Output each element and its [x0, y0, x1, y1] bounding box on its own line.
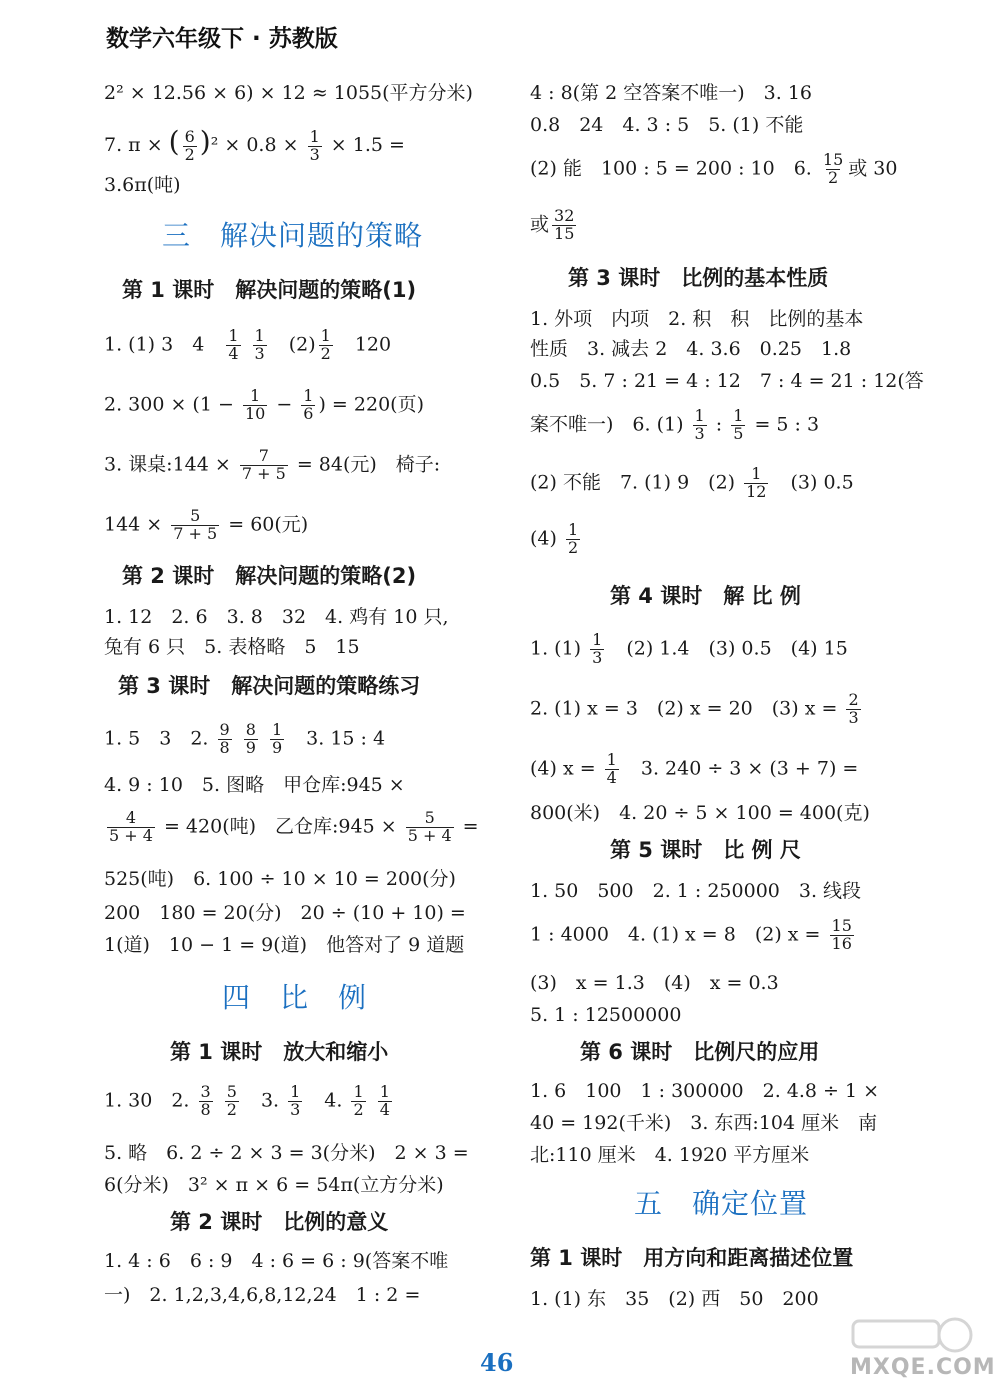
fraction: $\frac{15}{16}$: [831, 916, 852, 953]
answer-line: 1. 30 2. $\frac{3}{8}$ $\frac{5}{2}$ 3. $\frac{1}{3}$ 4. $\frac{1}{2}$ $\frac{1}{4}$: [104, 1082, 390, 1119]
answer-line: 3. 课桌:144 × $\frac{7}{7 + 5}$ = 84(元) 椅子:: [104, 446, 441, 483]
answer-line: 1 : 4000 4. (1) x = 8 (2) x = $\frac{15}{16}$: [530, 916, 852, 953]
lesson-title: 第 6 课时 比例尺的应用: [580, 1040, 820, 1064]
answer-line: 一) 2. 1,2,3,4,6,8,12,24 1 : 2 =: [104, 1284, 421, 1306]
fraction: $\frac{1}{5}$: [733, 406, 744, 443]
answer-line: 或 $\frac{32}{15}$: [530, 206, 575, 243]
fraction: $\frac{32}{15}$: [554, 206, 575, 243]
lesson-title: 第 4 课时 解 比 例: [610, 584, 801, 608]
lesson-title: 第 5 课时 比 例 尺: [610, 838, 801, 862]
answer-line: 0.8 24 4. 3 : 5 5. (1) 不能: [530, 114, 804, 136]
answer-line: 5. 1 : 12500000: [530, 1004, 682, 1026]
fraction: $\frac{1}{2}$: [320, 326, 331, 363]
page-header: 数学六年级下 · 苏教版: [106, 26, 338, 52]
answer-line: 4 : 8(第 2 空答案不唯一) 3. 16: [530, 82, 812, 104]
answer-line: 2. 300 × (1 − $\frac{1}{10}$ − $\frac{1}{6}$ ) = 220(页): [104, 386, 424, 423]
watermark-text: MXQE.COM: [850, 1355, 996, 1380]
answer-line: 6(分米) 3² × π × 6 = 54π(立方分米): [104, 1174, 444, 1196]
answer-line: (2) 能 100 : 5 = 200 : 10 6. $\frac{15}{2}$ 或 30: [530, 150, 898, 187]
fraction: $\frac{2}{3}$: [848, 690, 859, 727]
page-number: 46: [480, 1348, 514, 1377]
answer-line: 北:110 厘米 4. 1920 平方厘米: [530, 1144, 810, 1166]
fraction: $\frac{1}{4}$: [228, 326, 239, 363]
lesson-title: 第 2 课时 解决问题的策略(2): [122, 564, 417, 588]
answer-line: 40 = 192(千米) 3. 东西:104 厘米 南: [530, 1112, 878, 1134]
answer-line: 3.6π(吨): [104, 174, 181, 196]
answer-line: 兔有 6 只 5. 表格略 5 15: [104, 636, 360, 658]
answer-line: 1. 50 500 2. 1 : 250000 3. 线段: [530, 880, 862, 902]
answer-line: 4. 9 : 10 5. 图略 甲仓库:945 ×: [104, 774, 405, 796]
fraction: $\frac{5}{2}$: [226, 1082, 237, 1119]
fraction: $\frac{6}{2}$: [184, 126, 195, 164]
answer-line: 案不唯一) 6. (1) $\frac{1}{3}$ : $\frac{1}{5}$ = 5 : 3: [530, 406, 820, 443]
answer-line: (4) x = $\frac{1}{4}$ 3. 240 ÷ 3 × (3 + 7) =: [530, 750, 859, 787]
answer-line: 2² × 12.56 × 6) × 12 ≈ 1055(平方分米): [104, 82, 473, 104]
lesson-title: 第 3 课时 解决问题的策略练习: [118, 674, 421, 698]
fraction: $\frac{1}{3}$: [694, 406, 705, 443]
fraction: $\frac{1}{6}$: [303, 386, 314, 423]
fraction: $\frac{1}{4}$: [379, 1082, 390, 1119]
fraction: $\frac{1}{3}$: [254, 326, 265, 363]
fraction: $\frac{1}{3}$: [592, 630, 603, 667]
answer-line: 1. 4 : 6 6 : 9 4 : 6 = 6 : 9(答案不唯: [104, 1250, 449, 1272]
answer-line: 1. (1) 3 4 $\frac{1}{4}$ $\frac{1}{3}$ (2) $\frac{1}{2}$ 120: [104, 326, 392, 363]
answer-line: 7. π × ( $\frac{6}{2}$ )² × 0.8 × $\frac{1}{3}$ × 1.5 =: [104, 125, 405, 164]
answer-line: (2) 不能 7. (1) 9 (2) $\frac{1}{12}$ (3) 0.5: [530, 464, 854, 501]
answer-line: (4) $\frac{1}{2}$: [530, 520, 579, 557]
fraction: $\frac{5}{5 + 4}$: [407, 808, 452, 845]
answer-line: 5. 略 6. 2 ÷ 2 × 3 = 3(分米) 2 × 3 =: [104, 1142, 469, 1164]
fraction: $\frac{9}{8}$: [219, 720, 230, 757]
fraction: $\frac{8}{9}$: [245, 720, 256, 757]
fraction: $\frac{1}{12}$: [746, 464, 767, 501]
answer-line: 525(吨) 6. 100 ÷ 10 × 10 = 200(分): [104, 868, 456, 890]
fraction: $\frac{1}{2}$: [353, 1082, 364, 1119]
chapter-title: 五 确定位置: [634, 1187, 809, 1220]
answer-line: 性质 3. 减去 2 4. 3.6 0.25 1.8: [530, 338, 852, 360]
fraction: $\frac{1}{2}$: [567, 520, 579, 557]
fraction: $\frac{5}{7 + 5}$: [173, 506, 218, 543]
answer-line: (3) x = 1.3 (4) x = 0.3: [530, 972, 779, 994]
answer-line: 0.5 5. 7 : 21 = 4 : 12 7 : 4 = 21 : 12(答: [530, 370, 924, 392]
fraction: $\frac{15}{2}$: [822, 150, 844, 187]
fraction: $\frac{7}{7 + 5}$: [241, 446, 286, 483]
chapter-title: 三 解决问题的策略: [162, 219, 424, 252]
lesson-title: 第 3 课时 比例的基本性质: [568, 266, 829, 290]
lesson-title: 第 1 课时 解决问题的策略(1): [122, 278, 417, 302]
answer-line: 1. 12 2. 6 3. 8 32 4. 鸡有 10 只,: [104, 606, 449, 628]
fraction: $\frac{1}{3}$: [309, 126, 320, 164]
answer-line: 2. (1) x = 3 (2) x = 20 (3) x = $\frac{2}{3}$: [530, 690, 859, 727]
fraction: $\frac{1}{3}$: [290, 1082, 301, 1119]
fraction: $\frac{3}{8}$: [200, 1082, 211, 1119]
answer-line: $\frac{4}{5 + 4}$ = 420(吨) 乙仓库:945 × $\frac{5}{5 + 4}$ =: [109, 808, 479, 845]
answer-line: 1(道) 10 − 1 = 9(道) 他答对了 9 道题: [104, 934, 465, 956]
lesson-title: 第 1 课时 放大和缩小: [170, 1040, 389, 1064]
answer-line: 1. (1) 东 35 (2) 西 50 200: [530, 1288, 819, 1310]
answer-line: 1. 外项 内项 2. 积 积 比例的基本: [530, 308, 864, 330]
answer-line: 800(米) 4. 20 ÷ 5 × 100 = 400(克): [530, 802, 870, 824]
answer-line: 1. 5 3 2. $\frac{9}{8}$ $\frac{8}{9}$ $\frac{1}{9}$ 3. 15 : 4: [104, 720, 386, 757]
answer-line: 200 180 = 20(分) 20 ÷ (10 + 10) =: [104, 902, 466, 924]
chapter-title: 四 比 例: [222, 981, 368, 1014]
lesson-title: 第 2 课时 比例的意义: [170, 1210, 389, 1234]
fraction: $\frac{4}{5 + 4}$: [109, 808, 153, 845]
lesson-title: 第 1 课时 用方向和距离描述位置: [530, 1246, 854, 1270]
fraction: $\frac{1}{4}$: [606, 750, 617, 787]
answer-line: 1. (1) $\frac{1}{3}$ (2) 1.4 (3) 0.5 (4) 15: [530, 630, 848, 667]
answer-line: 1. 6 100 1 : 300000 2. 4.8 ÷ 1 ×: [530, 1080, 880, 1102]
fraction: $\frac{1}{10}$: [244, 386, 266, 423]
answer-line: 144 × $\frac{5}{7 + 5}$ = 60(元): [104, 506, 309, 543]
fraction: $\frac{1}{9}$: [271, 720, 283, 757]
